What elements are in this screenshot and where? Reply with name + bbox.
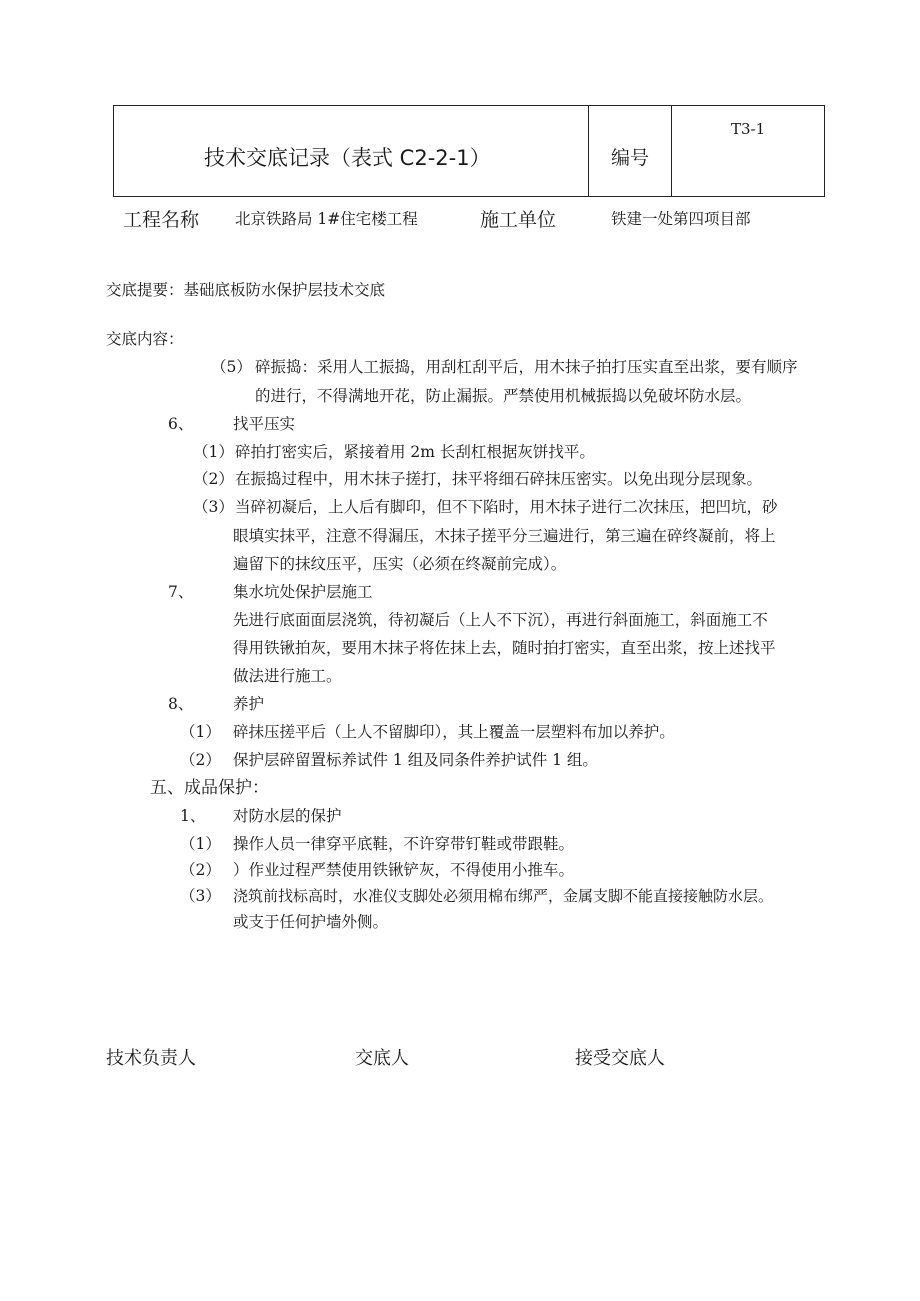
header-box — [113, 105, 825, 197]
item-number: （3） — [193, 498, 234, 516]
header-divider — [588, 106, 589, 196]
signature-tech-lead: 技术负责人 — [106, 1048, 196, 1069]
section-number: 1、 — [180, 807, 206, 825]
construction-unit-label: 施工单位 — [480, 209, 557, 231]
item-number: （2） — [180, 861, 221, 879]
project-name-label: 工程名称 — [123, 209, 200, 231]
content-label: 交底内容： — [106, 330, 184, 348]
section-text: 做法进行施工。 — [233, 667, 342, 685]
summary: 交底提要：基础底板防水保护层技术交底 — [106, 281, 386, 299]
item-text: 浇筑前找标高时，水准仪支脚处必须用棉布绑严，金属支脚不能直接接触防水层。 — [233, 887, 774, 905]
item-text: 眼填实抹平，注意不得漏压，木抹子搓平分三遍进行，第三遍在碎终凝前，将上 — [233, 527, 776, 545]
section-text: 先进行底面面层浇筑，待初凝后（上人不下沉），再进行斜面施工，斜面施工不 — [233, 611, 768, 629]
signature-receiver: 接受交底人 — [575, 1048, 665, 1069]
header-divider — [671, 106, 672, 196]
item-number: （5） — [211, 358, 252, 376]
signature-handover: 交底人 — [355, 1048, 409, 1069]
code-value: T3-1 — [731, 120, 766, 138]
item-text: 遍留下的抹纹压平，压实（必须在终凝前完成）。 — [233, 555, 567, 573]
item-number: （1） — [180, 835, 221, 853]
item-text: 碎抹压搓平后（上人不留脚印），其上覆盖一层塑料布加以养护。 — [233, 723, 675, 741]
item-text: 或支于任何护墙外侧。 — [233, 913, 389, 931]
section-number: 7、 — [168, 583, 194, 601]
item-text: 当碎初凝后，上人后有脚印，但不下陷时，用木抹子进行二次抹压，把凹坑，砂 — [235, 498, 778, 516]
item-text: 操作人员一律穿平底鞋，不许穿带钉鞋或带跟鞋。 — [233, 835, 575, 853]
section-title: 对防水层的保护 — [233, 807, 342, 825]
section-number: 6、 — [168, 415, 194, 433]
item-number: （2） — [193, 470, 234, 488]
item-text: 的进行，不得满地开花，防止漏振。严禁使用机械振捣以免破坏防水层。 — [255, 387, 752, 405]
item-text: ）作业过程严禁使用铁锹铲灰，不得使用小推车。 — [233, 861, 575, 879]
section-title: 集水坑处保护层施工 — [233, 583, 373, 601]
section-title: 找平压实 — [233, 415, 296, 433]
construction-unit-value: 铁建一处第四项目部 — [611, 210, 751, 228]
item-text: 在振捣过程中，用木抹子搓打，抹平将细石碎抹压密实。以免出现分层现象。 — [235, 470, 763, 488]
document-title: 技术交底记录（表式 C2-2-1） — [204, 146, 491, 170]
project-name-value: 北京铁路局 1#住宅楼工程 — [235, 210, 418, 228]
item-text: 碎振捣：采用人工振捣，用刮杠刮平后，用木抹子拍打压实直至出浆，要有顺序 — [255, 358, 798, 376]
item-number: （1） — [180, 723, 221, 741]
section-number: 8、 — [168, 695, 194, 713]
item-number: （2） — [180, 751, 221, 769]
section-heading: 五、成品保护： — [150, 778, 269, 798]
item-number: （1） — [193, 443, 234, 461]
item-number: （3） — [180, 887, 221, 905]
section-text: 得用铁锹拍灰，要用木抹子将佐抹上去，随时拍打密实，直至出浆，按上述找平 — [233, 639, 776, 657]
item-text: 保护层碎留置标养试件 1 组及同条件养护试件 1 组。 — [233, 751, 598, 769]
section-title: 养护 — [233, 695, 265, 713]
item-text: 碎拍打密实后，紧接着用 2m 长刮杠根据灰饼找平。 — [235, 443, 595, 461]
code-label: 编号 — [611, 147, 650, 169]
